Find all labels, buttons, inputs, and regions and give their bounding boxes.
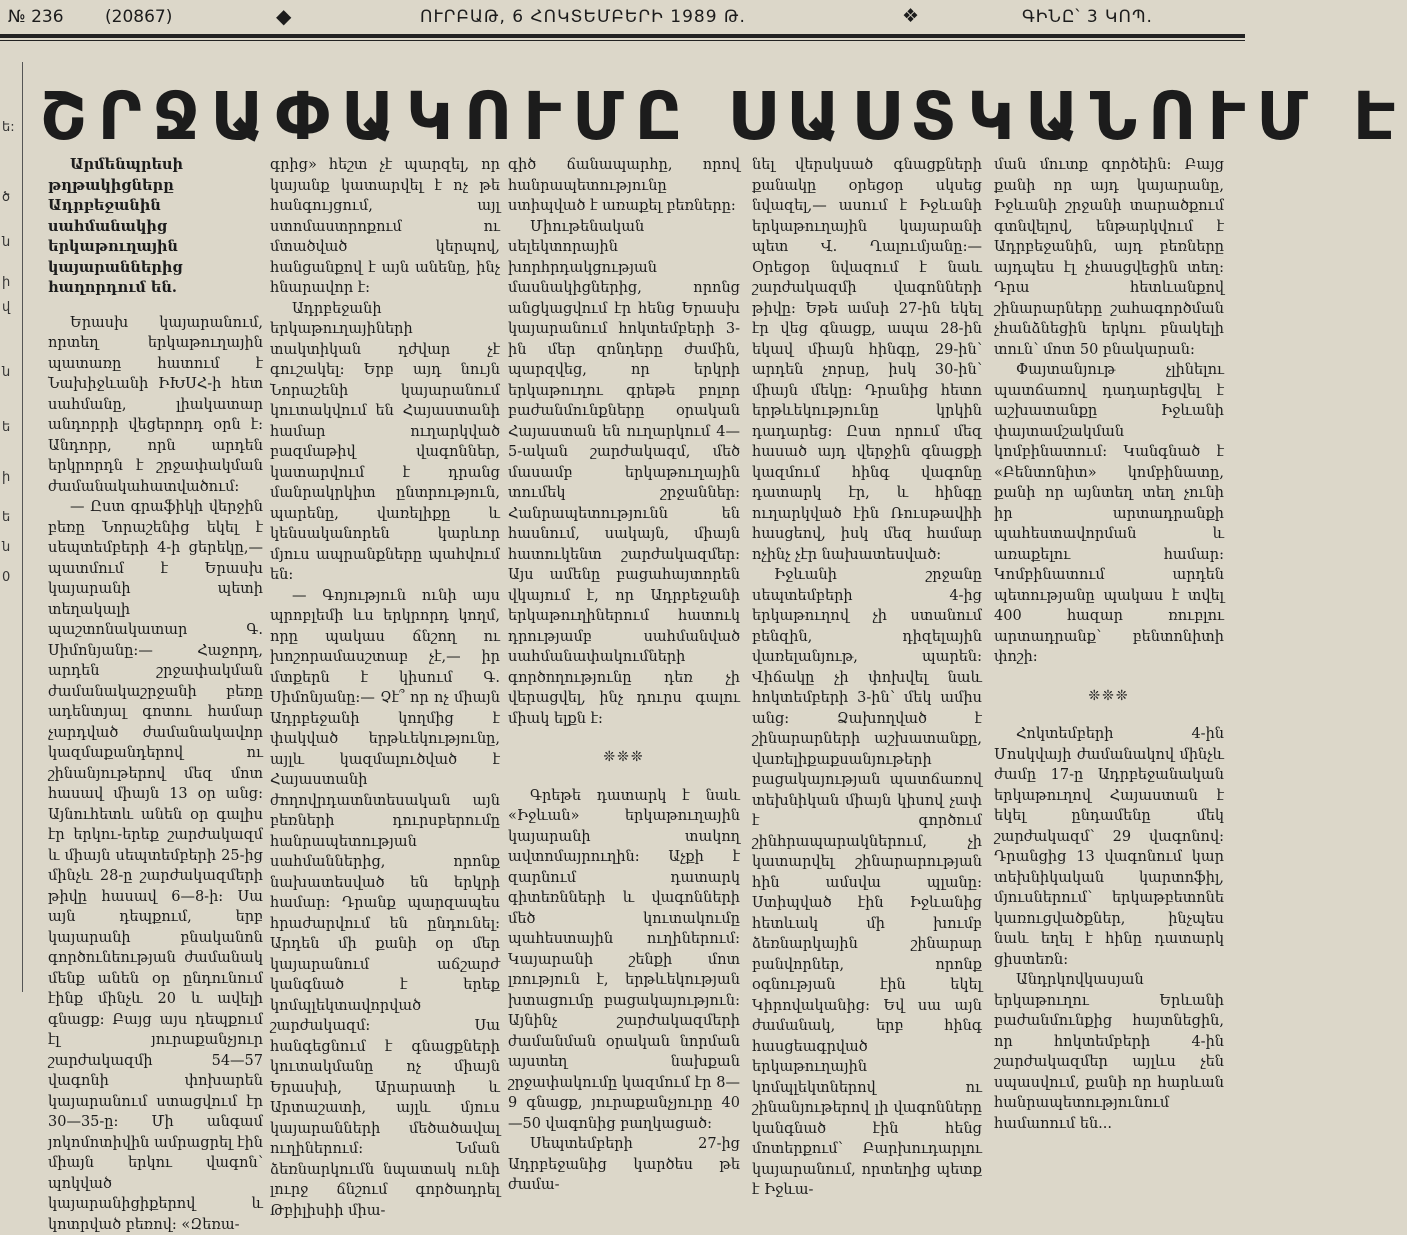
edge-fragment: ն — [2, 365, 11, 380]
ornament-icon: ❖ — [902, 5, 920, 27]
edge-fragment: 0 — [2, 570, 11, 585]
section-separator: ❊❊❊ — [1088, 687, 1130, 704]
issue-price: ԳԻՆԸ՝ 3 ԿՈՊ. — [1022, 7, 1153, 27]
edge-fragment: ե — [2, 420, 11, 435]
column-divider — [22, 62, 23, 992]
edge-fragment: ե: — [2, 120, 15, 135]
section-separator: ❊❊❊ — [603, 749, 645, 765]
adjacent-article-edge — [0, 60, 20, 990]
edge-fragment: ի — [2, 275, 11, 290]
article-headline: ՇՐՋԱՓԱԿՈՒՄԸ ՍԱՍՏԿԱՆՈՒՄ Է — [40, 78, 1407, 155]
article-column-2 — [270, 155, 500, 1219]
paragraph: Միութենական սելեկտորային խորհրդակցության մասնակիցներից, որոնց անցկացվում էր հենց Երասխ կայարանում հոկտեմբերի 3-ին մեր զոնդերը ժամին, պարզվեց, որ երկրի երկաթուղու գրեթե բոլոր բաժանմունքները օրական Հայաստան են ուղարկում 4—5-ական շարժակազմ, մեծ մասամբ երկաթուղային տումեկ շրջաններ: Հանրապետությունն են հասնում, սակայն, միայն հատուկենտ շարժակազմեր: Այս ամենը բացահայտորեն վկայում է, որ Ադրբեջանի երկաթուղիներում հատուկ դրությամբ սահմանված սահմանափակումների գործողությունը դեռ չի վերացվել, ինչ դուրս գալու միակ ելքն է: — [508, 218, 740, 727]
edge-fragment: վ — [2, 300, 11, 315]
paragraph: Ադրբեջանի երկաթուղայիների տակտիկան դժվար չէ գուշակել: Երբ այդ նույն Նորաշենի կայարանում կուտակվում են Հայաստանի համար ուղարկված բազմաթիվ վագոններ, կատարվում է դրանց մանրակրկիտ ընտրություն, պարենը, վառելիքը և կենսականորեն կարևոր մյուս ապրանքները պահվում են: — [270, 300, 500, 583]
paragraph: Անդրկովկասյան երկաթուղու Երևանի բաժանմունքից հայտնեցին, որ հոկտեմբերի 4-ին շարժակազմեր այլևս չեն սպասվում, քանի որ հարևան հանրապետությունում համաոում են... — [994, 972, 1224, 1132]
paragraph: Փայտանյութ չլինելու պատճառով դադարեցվել է աշխատանքը Իջևանի փայտամշակման կոմբինատում: Կանգնած է «Բենտոնիտ» կոմբինատը, քանի որ այնտեղ տեղ չունի իր արտադրանքի պահեստավորման և առաքելու համար: Կոմբինատում արդեն պետությանը պակաս է տվել 400 հազար ռուբլու արտադրանք՝ բենտոնիտի փոշի: — [994, 362, 1224, 665]
edge-fragment: ծ — [2, 190, 11, 205]
article-lead: Արմենպրեսի թղթակիցները Ադրբեջանին սահմանակից երկաթուղային կայարաններից հաղորդում են. — [48, 156, 184, 296]
paragraph: Երասխ կայարանում, որտեղ երկաթուղային պատառը հատում է Նախիջևանի ԻԽՍՀ-ի հետ սահմանը, լիակատար անդորրի վեցերորդ օրն է: Անդորր, որն արդեն երկրորդն է շրջափակման ժամանակահատվածում: — [48, 314, 263, 495]
paragraph: — Գոյություն ունի այս պրոբլեմի ևս երկրորդ կողմ, որը պակաս ճնշող ու խոշորամասշտաբ չէ,— իր մտքերն է կիսում Գ. Սիմոնյանը:— Չէ՞ որ ոչ միայն Ադրբեջանի կողմից է փակված երթևեկությունը, այլև կազմալուծված է Հայաստանի ժողովրդատնտեսական այն բեռների դուրսբերումը հանրապետության սահմաններից, որոնք նախատեսված են երկրի համար: Դրանք պարզապես հրաժարվում են ընդունել: Արդեն մի քանի օր մեր կայարանում աճշարժ կանգնած է երեք կոմպլեկտավորված շարժակազմ: Սա հանգեցնում է գնացքների կուտակմանը ոչ միայն Երասխի, Արարատի և Արտաշատի, այլև մյուս կայարանների մեծածավալ ուղիներում: Նման ձեռնարկումն նպատակ ունի լուրջ ճնշում գործադրել Թբիլիսիի միա- — [270, 587, 500, 1219]
article-column-5 — [994, 155, 1224, 1132]
edge-fragment: ն — [2, 540, 11, 555]
diamond-icon: ◆ — [276, 4, 292, 28]
paragraph: Գրեթե դատարկ է նաև «Իջևան» երկաթուղային կայարանի տակող ավտոմայրուղին: Աչքի է զարնում դատարկ գիտեռնների և վագոնների մեծ կուտակումը պահեստային ուղիներում: Կայարանի շենքի մոտ լռություն է, երթևեկության խտացումը բացակայություն: Այնինչ շարժակազմերի ժամանման օրական նորման այստեղ նախքան շրջափակումը կազմում էր 8—9 գնացք, յուրաքանչյուրը 40—50 վագոնից բաղկացած: — [508, 787, 740, 1132]
paragraph: նել վերսկսած գնացքների քանակը օրեցօր սկսեց նվազել,— ասում է Իջևանի երկաթուղային կայարանի պետ Վ. Ղալումյանը:— Օրեցօր նվազում է նաև շարժակազմի վագոնների թիվը: Եթե ամսի 27-ին եկել էր վեց գնացք, ապա 28-ին եկավ միայն հինգը, 29-ին՝ արդեն չորսը, իսկ 30-ին՝ միայն մեկը: Դրանից հետո երթևեկությունը կրկին դադարեց: Ըստ որում մեզ հասած այդ վերջին գնացքի կազմում հինգ վագոնը դատարկ էր, և հինգը ուղարկված էին Ռուսթավիի հասցեով, իսկ մեզ համար ոչինչ չէր նախատեսված: — [752, 157, 982, 563]
paragraph: — Ըստ գրաֆիկի վերջին բեռը Նորաշենից եկել է սեպտեմբերի 4-ի ցերեկը,— պատմում է Երասխ կայարանի պետի տեղակալի պաշտոնակատար Գ. Սիմոնյանը:— Հաջորդ, արդեն շրջափակման ժամանակաշրջանի բեռը ադենտյալ գոտու համար չարդված ժամանակավոր կազմաքանդերով ու շինանյութերով մեզ մոտ հասավ միայն 13 օր անց: Այնուհետև անեն օր գալիս էր երկու-երեք շարժակազմ և միայն սեպտեմբերի 25-ից մինչև 28-ը շարժակազմերի թիվը հասավ 6—8-ի: Սա այն դեպքում, երբ կայարանի բնականոն գործունեության ժամանակ մենք անեն օր ընդունում էինք մինչև 20 և ավելի գնացք: Բայց այս դեպքում էլ յուրաքանչյուր շարժակազմի 54—57 վագոնի փոխարեն կայարանում ստացվում էր 30—35-ը: Մի անգամ յոկոմոտիվին ամրացրել էին միայն երկու վագոն՝ պոկված կայարանիցիքերով և կոտրված բեռով: «Զեռա- — [48, 499, 263, 1233]
issue-date: ՈՒՐԲԱԹ, 6 ՀՈԿՏԵՄԲԵՐԻ 1989 Թ. — [420, 7, 746, 27]
article-column-1 — [48, 155, 263, 1233]
masthead-rule-thick — [0, 34, 1245, 38]
edge-fragment: ն — [2, 235, 11, 250]
paragraph: Սեպտեմբերի 27-ից Ադրբեջանից կարծես թե ժամա- — [508, 1136, 740, 1193]
article-column-3 — [508, 155, 740, 1193]
masthead-rule-thin — [0, 40, 1245, 41]
paragraph: ման մուտք գործեին: Բայց քանի որ այդ կայարանը, Իջևանի շրջանի տարածքում գտնվելով, ենթարկվում է Ադրբեջանին, այդ բեռները այդպես էլ չհասցվեցին տեղ: Դրա հետևանքով շինարարները շահագործման չհանձնեցին երկու բնակելի տուն՝ մոտ 50 բնակարան: — [994, 157, 1224, 358]
newspaper-masthead — [0, 0, 1245, 38]
edge-fragment: ի — [2, 470, 11, 485]
paragraph: Հոկտեմբերի 4-ին Մոսկվայի ժամանակով մինչև ժամը 17-ը Ադրբեջանական երկաթուղով Հայաստան է եկել ընդամենը մեկ շարժակազմ՝ 29 վագոնով: Դրանցից 13 վագոնում կար տեխնիկական կարտոֆիլ, մյուսներում՝ երկաթբետոնե կառուցվածքներ, ինչպես նաև եղել է հինը դատարկ ցիստեռն: — [994, 726, 1224, 968]
paragraph: գիծ ճանապարհը, որով հանրապետությունը ստիպված է առաքել բեռները: — [508, 157, 740, 214]
paragraph: գրից» հեշտ չէ պարզել, որ կայանք կատարվել է ոչ թե հանգույցում, այլ ստոմաստրոքում ու մտածված կերպով, հանցանքով է այն անենը, ինչ հնարավոր է: — [270, 157, 500, 296]
issue-code: (20867) — [105, 7, 173, 27]
article-column-4 — [752, 155, 982, 1198]
edge-fragment: ե — [2, 510, 11, 525]
paragraph: Իջևանի շրջանը սեպտեմբերի 4-ից երկաթուղով չի ստանում բենզին, դիզելային վառելանյութ, պարեն: Վիճակը չի փոխվել նաև հոկտեմբերի 3-ին՝ մեկ ամիս անց: Ձախողված է շինարարների աշխատանքը, վառելիքաքսանյութերի բացակայության պատճառով տեխնիկան միայն կիսով չափ է գործում շինհրապարակներում, չի կատարվել շինարարության հին ամսվա պլանը: Ստիպված էին Իջևանից հետևակ մի խումբ ձեռնարկային շինարար բանվորներ, որոնք օգնության էին եկել Կիրովականից: Եվ սա այն ժամանակ, երբ հինգ հասցեագրված երկաթուղային կոմպլեկտներով ու շինանյութերով լի վագոնները կանգնած էին հենց մոտերքում՝ Բարխուդարլու կայարանում, որտեղից պետք է Իջևա- — [752, 567, 982, 1198]
issue-number: № 236 — [8, 7, 64, 27]
